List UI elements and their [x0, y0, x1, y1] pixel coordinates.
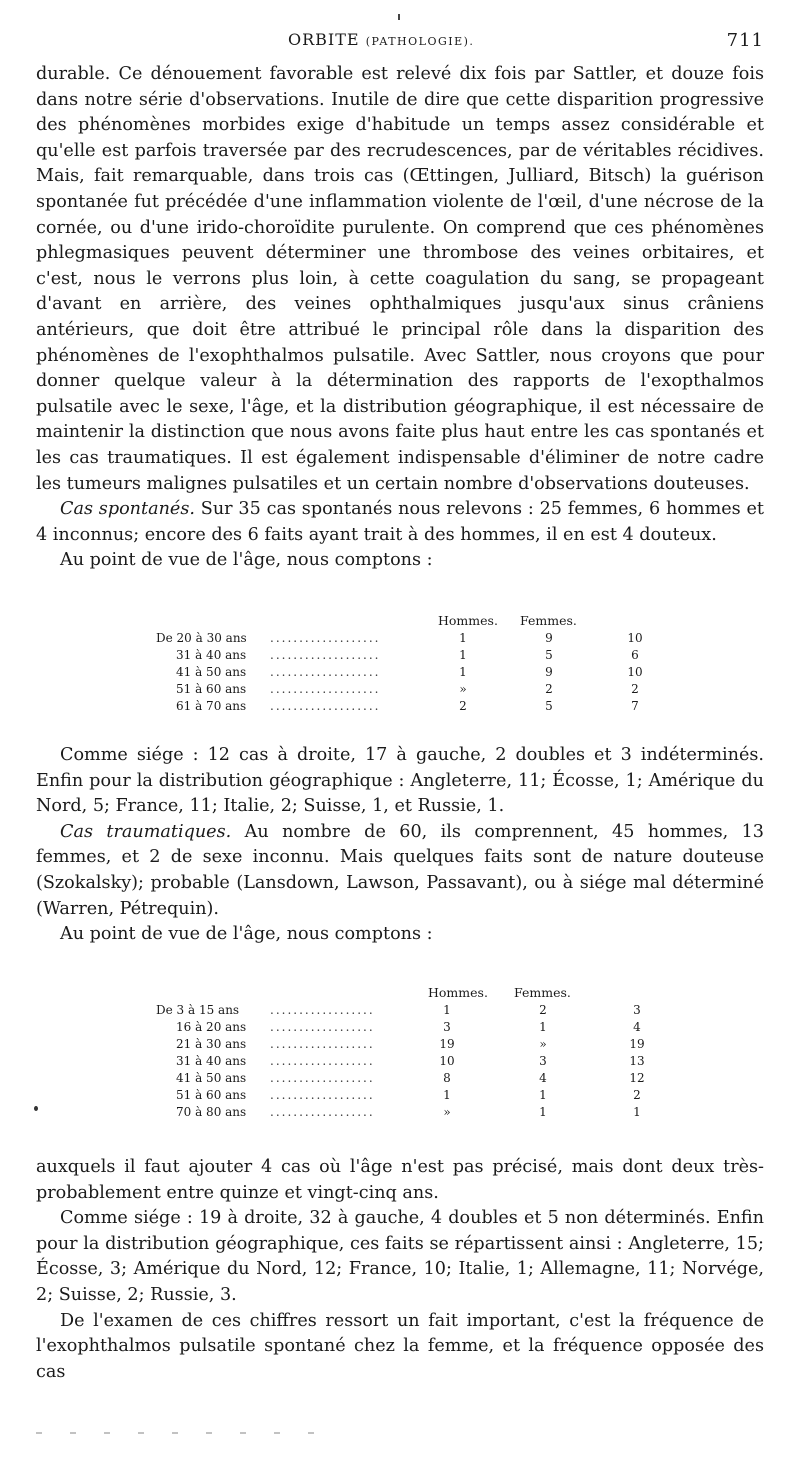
cell-total: 10 — [627, 631, 643, 645]
cell-women: 2 — [545, 682, 553, 696]
cell-men: 1 — [459, 665, 467, 679]
cell-women: 1 — [539, 1088, 547, 1102]
header-title-main: ORBITE — [288, 30, 360, 49]
row-label: 16 à 20 ans — [176, 1020, 247, 1034]
table-row — [156, 1088, 676, 1105]
table-row — [156, 682, 676, 699]
paragraph-cas-traumatiques-body: Au nombre de 60, ils comprennent, 45 hommes, 13 femmes, et 2 de sexe inconnu. Mais quelques faits sont de nature douteuse (Szokalsky); probable (Lansdown, Lawson, Passavant), ou à siége mal déterminé (Warren, Pétrequin). — [36, 821, 764, 919]
ink-spot — [34, 1106, 38, 1111]
text-block-2 — [36, 743, 764, 948]
table1-header-men: Hommes. — [438, 613, 498, 628]
text-block-1 — [36, 62, 764, 574]
table-row — [156, 648, 676, 665]
paragraph-auxquels: auxquels il faut ajouter 4 cas où l'âge n'est pas précisé, mais dont deux très-probablement entre quinze et vingt-cinq ans. — [36, 1157, 764, 1203]
leader-dots: ................... — [270, 648, 381, 662]
cell-men: 1 — [443, 1003, 451, 1017]
page-mark — [398, 14, 400, 20]
row-label: 41 à 50 ans — [176, 665, 247, 679]
paragraph-examen: De l'examen de ces chiffres ressort un fait important, c'est la fréquence de l'exophthalmos pulsatile spontané chez la femme, et la fréquence opposée des cas — [36, 1310, 764, 1382]
table-row — [156, 1105, 676, 1122]
page-number: 711 — [726, 30, 764, 51]
cell-total: 13 — [629, 1054, 645, 1068]
cell-men: 10 — [439, 1054, 455, 1068]
paragraph-durable: durable. Ce dénouement favorable est relevé dix fois par Sattler, et douze fois dans notre série d'observations. Inutile de dire que cette disparition progressive des phénomènes morbides exige d'habitude un temps assez considérable et qu'elle est parfois traversée par des recrudescences, par de véritables récidives. Mais, fait remarquable, dans trois cas (Œttingen, Julliard, Bitsch) la guérison spontanée fut précédée d'une inflammation violente de l'œil, d'une nécrose de la cornée, ou d'une irido-choroïdite purulente. On comprend que ces phénomènes phlegmasiques peuvent déterminer une thrombose des veines orbitaires, et c'est, nous le verrons plus loin, à cette coagulation du sang, se propageant d'avant en arrière, des veines ophthalmiques jusqu'aux sinus crâniens antérieurs, que doit être attribué le principal rôle dans la disparition des phénomènes de l'exophthalmos pulsatile. Avec Sattler, nous croyons que pour donner quelque valeur à la détermination des rapports de l'exopthalmos pulsatile avec le sexe, l'âge, et la distribution géographique, il est nécessaire de maintenir la distinction que nous avons faite plus haut entre les cas spontanés et les cas traumatiques. Il est également indispensable d'éliminer de notre cadre les tumeurs malignes pulsatiles et un certain nombre d'observations douteuses. — [36, 64, 764, 494]
cell-men: 1 — [443, 1088, 451, 1102]
cell-men: 1 — [459, 631, 467, 645]
cell-total: 10 — [627, 665, 643, 679]
paragraph-cas-spontanes — [36, 497, 764, 548]
leader-dots: .................. — [270, 1088, 375, 1102]
row-label: 21 à 30 ans — [176, 1037, 247, 1051]
table2-header-men: Hommes. — [428, 985, 488, 1000]
cell-women: 9 — [545, 631, 553, 645]
running-header — [36, 30, 764, 54]
cell-men: 19 — [439, 1037, 455, 1051]
header-title — [288, 30, 474, 49]
paragraph-age-intro-1: Au point de vue de l'âge, nous comptons : — [60, 550, 433, 571]
row-label: 70 à 80 ans — [176, 1105, 247, 1119]
cell-women: » — [539, 1037, 547, 1051]
table-row — [156, 699, 676, 716]
paragraph-siege-traumatiques: Comme siége : 19 à droite, 32 à gauche, 4 doubles et 5 non déterminés. Enfin pour la distribution géographique, ces faits se répartissent ainsi : Angleterre, 15; Écosse, 3; Amérique du Nord, 12; France, 10; Italie, 1; Allemagne, 11; Norvége, 2; Suisse, 2; Russie, 3. — [36, 1208, 764, 1305]
leader-dots: .................. — [270, 1003, 375, 1017]
table-row — [156, 1054, 676, 1071]
row-label: De 3 à 15 ans — [156, 1003, 240, 1017]
cell-total: 2 — [633, 1088, 641, 1102]
cell-women: 1 — [539, 1020, 547, 1034]
row-label: De 20 à 30 ans — [156, 631, 247, 645]
paragraph-age-intro-2: Au point de vue de l'âge, nous comptons : — [60, 924, 433, 945]
cell-men: 3 — [443, 1020, 451, 1034]
row-label: 51 à 60 ans — [176, 1088, 247, 1102]
cell-total: 1 — [633, 1105, 641, 1119]
leader-dots: ................... — [270, 665, 381, 679]
cell-women: 2 — [539, 1003, 547, 1017]
row-label: 31 à 40 ans — [176, 1054, 247, 1068]
cell-total: 6 — [631, 648, 639, 662]
paragraph-cas-spontanes-body: Sur 35 cas spontanés nous relevons : 25 femmes, 6 hommes et 4 inconnus; encore des 6 faits ayant trait à des hommes, il en est 4 douteux. — [36, 499, 764, 545]
cell-total: 3 — [633, 1003, 641, 1017]
heading-cas-spontanes: Cas spontanés. — [60, 499, 195, 520]
table-row — [156, 1003, 676, 1020]
leader-dots: .................. — [270, 1071, 375, 1085]
leader-dots: .................. — [270, 1105, 375, 1119]
cell-men: 2 — [459, 699, 467, 713]
cell-women: 3 — [539, 1054, 547, 1068]
cell-women: 5 — [545, 648, 553, 662]
age-table-traumatic — [156, 985, 676, 1130]
row-label: 31 à 40 ans — [176, 648, 247, 662]
text-block-3 — [36, 1155, 764, 1385]
cell-women: 1 — [539, 1105, 547, 1119]
cell-men: » — [459, 682, 467, 696]
table-row — [156, 665, 676, 682]
leader-dots: ................... — [270, 699, 381, 713]
row-label: 41 à 50 ans — [176, 1071, 247, 1085]
cell-women: 5 — [545, 699, 553, 713]
cell-women: 4 — [539, 1071, 547, 1085]
leader-dots: .................. — [270, 1037, 375, 1051]
row-label: 61 à 70 ans — [176, 699, 247, 713]
cell-men: » — [443, 1105, 451, 1119]
cell-total: 19 — [629, 1037, 645, 1051]
cell-women: 9 — [545, 665, 553, 679]
paragraph-siege-spontanes: Comme siége : 12 cas à droite, 17 à gauche, 2 doubles et 3 indéterminés. Enfin pour la distribution géographique : Angleterre, 11; Écosse, 1; Amérique du Nord, 5; France, 11; Italie, 2; Suisse, 1, et Russie, 1. — [36, 745, 764, 817]
table-row — [156, 631, 676, 648]
table1-header-women: Femmes. — [520, 613, 577, 628]
heading-cas-traumatiques: Cas traumatiques. — [60, 821, 232, 842]
cell-total: 12 — [629, 1071, 645, 1085]
leader-dots: ................... — [270, 682, 381, 696]
table-row — [156, 1020, 676, 1037]
leader-dots: ................... — [270, 631, 381, 645]
cell-total: 7 — [631, 699, 639, 713]
leader-dots: .................. — [270, 1020, 375, 1034]
paragraph-cas-traumatiques — [36, 820, 764, 922]
age-table-spontaneous — [156, 613, 676, 723]
leader-dots: .................. — [270, 1054, 375, 1068]
table-row — [156, 1037, 676, 1054]
row-label: 51 à 60 ans — [176, 682, 247, 696]
cell-total: 4 — [633, 1020, 641, 1034]
cell-total: 2 — [631, 682, 639, 696]
bottom-faint-marks — [36, 1432, 336, 1434]
table2-header-women: Femmes. — [514, 985, 571, 1000]
cell-men: 8 — [443, 1071, 451, 1085]
header-title-sub: (PATHOLOGIE). — [365, 35, 475, 48]
table-row — [156, 1071, 676, 1088]
cell-men: 1 — [459, 648, 467, 662]
